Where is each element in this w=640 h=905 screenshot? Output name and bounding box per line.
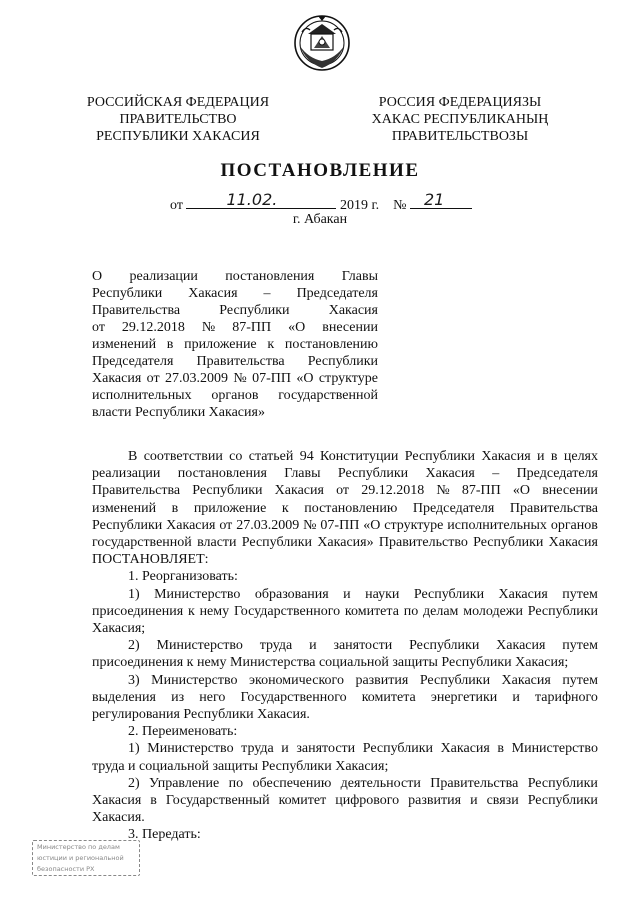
subject-line: власти Республики Хакасия» bbox=[92, 405, 265, 420]
subject-block bbox=[92, 268, 378, 421]
word: науки bbox=[365, 586, 400, 602]
word: Хакасия bbox=[501, 672, 551, 688]
word: внесении bbox=[322, 320, 378, 335]
body-line bbox=[92, 740, 598, 757]
number-sign: № bbox=[393, 198, 407, 213]
word: Председателя bbox=[412, 500, 495, 516]
subject-line bbox=[92, 353, 378, 370]
word: Правительства bbox=[509, 500, 598, 516]
word: органов bbox=[550, 517, 598, 533]
word: соответствии bbox=[143, 449, 223, 464]
word: постановления bbox=[177, 466, 267, 482]
document-body bbox=[92, 448, 598, 844]
word: цифрового bbox=[335, 793, 400, 809]
word: Республики bbox=[527, 775, 598, 791]
word: труда bbox=[241, 741, 274, 757]
word: в bbox=[150, 793, 157, 809]
body-line bbox=[92, 637, 598, 654]
word: и bbox=[281, 741, 289, 757]
word: постановления bbox=[225, 269, 315, 284]
word: образования bbox=[254, 586, 329, 602]
word: в bbox=[171, 500, 179, 516]
word: структуре bbox=[318, 371, 378, 386]
word: 1) bbox=[128, 741, 140, 757]
word: в bbox=[166, 337, 174, 352]
word: труда bbox=[259, 638, 293, 654]
word: изменений bbox=[92, 337, 157, 352]
subject-line bbox=[92, 370, 378, 387]
word: реализации bbox=[92, 466, 161, 482]
word: приложение bbox=[184, 337, 257, 352]
word: Министерство bbox=[156, 638, 243, 654]
word: путем bbox=[562, 586, 598, 602]
word: Хакасия bbox=[481, 449, 531, 464]
word: деятельности bbox=[340, 775, 421, 791]
word: Хакасия bbox=[92, 793, 142, 809]
word: В bbox=[128, 449, 138, 464]
word: Хакасия bbox=[188, 286, 238, 301]
word: Республики bbox=[241, 535, 313, 551]
word: статьей bbox=[248, 449, 294, 464]
number-blank bbox=[410, 190, 472, 209]
word: к bbox=[281, 500, 289, 516]
body-line: присоединения к нему Министерства социальной защиты Республики Хакасия; bbox=[92, 655, 569, 671]
handwritten-date: 11.02. bbox=[226, 190, 278, 209]
word: Государственного bbox=[240, 689, 347, 705]
word: экономического bbox=[248, 672, 344, 688]
word: и bbox=[512, 689, 520, 705]
word: присоединения bbox=[92, 603, 184, 619]
subject-line bbox=[92, 387, 378, 404]
word: «О bbox=[512, 483, 531, 499]
word: 07-ПП bbox=[320, 517, 360, 533]
word: 2) bbox=[128, 775, 140, 791]
word: нему bbox=[199, 603, 230, 619]
header-left-block bbox=[78, 94, 278, 145]
word: от bbox=[146, 371, 160, 386]
body-line: регулирования Республики Хакасия. bbox=[92, 707, 310, 723]
word: в bbox=[550, 449, 558, 464]
word: занятости bbox=[333, 638, 393, 654]
word: Республики bbox=[337, 466, 409, 482]
word: 2) bbox=[128, 638, 140, 654]
word: – bbox=[492, 466, 500, 482]
word: Республики bbox=[192, 483, 263, 499]
date-blank bbox=[186, 190, 336, 209]
body-line bbox=[92, 465, 598, 482]
word: № bbox=[201, 320, 216, 335]
word: комитета bbox=[361, 689, 416, 705]
word: 29.12.2018 bbox=[121, 320, 185, 335]
coat-of-arms-icon bbox=[292, 12, 352, 72]
handwritten-number: 21 bbox=[423, 190, 445, 209]
word: постановлению bbox=[304, 500, 398, 516]
header-right-line: РОССИЯ ФЕДЕРАЦИЯЗЫ bbox=[378, 95, 542, 110]
word: Управление bbox=[149, 775, 220, 791]
word: от bbox=[336, 483, 350, 499]
word: комитет bbox=[278, 793, 327, 809]
word: приложение bbox=[193, 500, 267, 516]
body-line: 2. Переименовать: bbox=[128, 724, 238, 740]
word: Правительство bbox=[378, 535, 468, 551]
word: Республики bbox=[413, 586, 485, 602]
word: него bbox=[199, 689, 226, 705]
word: обеспечению bbox=[252, 775, 332, 791]
body-line bbox=[92, 482, 598, 499]
word: – bbox=[263, 286, 271, 301]
header-right-line: ПРАВИТЕЛЬСТВОЗЫ bbox=[391, 129, 529, 144]
word: № bbox=[303, 517, 317, 533]
word: развития bbox=[408, 793, 462, 809]
word: «О bbox=[363, 517, 381, 533]
word: № bbox=[436, 483, 450, 499]
word: Правительства bbox=[196, 354, 285, 369]
word: и bbox=[343, 586, 351, 602]
header-left-line: РОССИЙСКАЯ ФЕДЕРАЦИЯ bbox=[86, 95, 270, 110]
word: «О bbox=[296, 371, 314, 386]
word: Министерство bbox=[151, 672, 238, 688]
word: Правительства bbox=[430, 775, 519, 791]
word: от bbox=[219, 517, 233, 533]
word: Министерство bbox=[154, 586, 241, 602]
city-name: г. Абакан bbox=[292, 212, 348, 227]
word: Правительства bbox=[92, 483, 181, 499]
word: Республики bbox=[92, 286, 163, 301]
word: Правительства bbox=[92, 303, 181, 318]
word: комитета bbox=[344, 603, 399, 619]
body-line: Хакасия. bbox=[92, 810, 145, 826]
word: Республики bbox=[473, 535, 544, 551]
subject-line bbox=[92, 319, 378, 336]
body-line bbox=[92, 775, 598, 792]
word: Председателя bbox=[516, 466, 598, 482]
word: Республики bbox=[307, 354, 378, 369]
word: исполнительных bbox=[92, 388, 192, 403]
word: 1) bbox=[128, 586, 140, 602]
word: власти bbox=[197, 535, 237, 551]
word: 27.03.2009 bbox=[236, 517, 300, 533]
word: от bbox=[92, 320, 105, 335]
word: со bbox=[229, 449, 243, 464]
word: и bbox=[470, 793, 478, 809]
word: Государственного bbox=[233, 603, 341, 619]
body-line bbox=[92, 792, 598, 809]
word: к bbox=[267, 337, 275, 352]
word: государственной bbox=[92, 535, 192, 551]
body-line: Хакасия; bbox=[92, 621, 146, 637]
word: 07-ПП bbox=[252, 371, 291, 386]
body-line bbox=[92, 448, 598, 465]
subject-line bbox=[92, 336, 378, 353]
word: Министерство bbox=[147, 741, 234, 757]
word: государственной bbox=[278, 388, 378, 403]
word: Хакасия bbox=[498, 586, 548, 602]
word: выделения bbox=[92, 689, 156, 705]
word: Хакасия bbox=[166, 517, 216, 533]
word: Министерство bbox=[511, 741, 598, 757]
word: «О bbox=[288, 320, 306, 335]
word: Республики bbox=[527, 603, 598, 619]
word: и bbox=[537, 449, 545, 464]
word: из bbox=[171, 689, 185, 705]
word: Республики bbox=[419, 672, 491, 688]
registration-stamp bbox=[32, 840, 140, 876]
body-line bbox=[92, 517, 598, 534]
word: постановлению bbox=[284, 337, 378, 352]
word: Республики bbox=[404, 449, 476, 464]
word: 87-ПП bbox=[461, 483, 501, 499]
word: и bbox=[309, 638, 317, 654]
word: по bbox=[228, 775, 244, 791]
word: Республики bbox=[409, 638, 480, 654]
word: Главы bbox=[284, 466, 321, 482]
header-left-line: ПРАВИТЕЛЬСТВО bbox=[119, 112, 237, 127]
word: 29.12.2018 bbox=[361, 483, 425, 499]
word: занятости bbox=[296, 741, 356, 757]
body-line bbox=[92, 586, 598, 603]
word: Председателя bbox=[296, 286, 378, 301]
word: Хакасия bbox=[274, 483, 324, 499]
word: № bbox=[233, 371, 247, 386]
word: к bbox=[187, 603, 195, 619]
word: Республики bbox=[219, 303, 290, 318]
body-line: 1. Реорганизовать: bbox=[128, 569, 238, 585]
word: Хакасия bbox=[496, 638, 546, 654]
body-line: ПОСТАНОВЛЯЕТ: bbox=[92, 552, 209, 568]
word: 87-ПП bbox=[232, 320, 272, 335]
word: Хакасия bbox=[425, 466, 475, 482]
subject-line bbox=[92, 302, 378, 319]
header-left-line: РЕСПУБЛИКИ ХАКАСИЯ bbox=[96, 129, 260, 144]
word: органов bbox=[211, 388, 259, 403]
body-line bbox=[92, 603, 598, 620]
word: Республики bbox=[362, 741, 433, 757]
subject-line bbox=[92, 268, 378, 285]
stamp-line: юстиции и региональной bbox=[37, 854, 124, 862]
stamp-line: Министерство по делам bbox=[37, 843, 120, 851]
body-line: труда и социальной защиты Республики Хакасия; bbox=[92, 758, 389, 774]
word: исполнительных bbox=[447, 517, 547, 533]
word: целях bbox=[563, 449, 598, 464]
date-number-line bbox=[170, 190, 472, 214]
word: Конституции bbox=[320, 449, 399, 464]
word: Хакасия bbox=[328, 303, 378, 318]
word: молодежи bbox=[463, 603, 523, 619]
word: 94 bbox=[299, 449, 314, 464]
body-line bbox=[92, 672, 598, 689]
word: реализации bbox=[129, 269, 198, 284]
stamp-line: безопасности РХ bbox=[37, 865, 95, 873]
word: Хакасия bbox=[440, 741, 490, 757]
word: энергетики bbox=[430, 689, 498, 705]
word: по bbox=[403, 603, 419, 619]
date-prefix: от bbox=[170, 198, 183, 213]
subject-line bbox=[92, 285, 378, 302]
body-line: 3. Передать: bbox=[128, 827, 201, 843]
word: в bbox=[497, 741, 505, 757]
word: путем bbox=[562, 672, 598, 688]
word: Хакасия» bbox=[317, 535, 374, 551]
body-line bbox=[92, 689, 598, 706]
header-right-line: ХАКАС РЕСПУБЛИКАНЫҢ bbox=[371, 112, 549, 127]
word: изменений bbox=[92, 500, 157, 516]
word: делам bbox=[423, 603, 459, 619]
word: внесении bbox=[542, 483, 598, 499]
word: тарифного bbox=[534, 689, 598, 705]
word: Хакасия bbox=[548, 535, 598, 551]
word: структуре bbox=[384, 517, 444, 533]
body-line bbox=[92, 500, 598, 517]
document-title: ПОСТАНОВЛЕНИЕ bbox=[220, 160, 420, 181]
word: Хакасия bbox=[92, 371, 142, 386]
header-right-block bbox=[360, 94, 560, 145]
word: О bbox=[92, 269, 103, 284]
word: связи bbox=[486, 793, 519, 809]
date-year: 2019 г. bbox=[339, 198, 380, 213]
word: путем bbox=[562, 638, 598, 654]
word: Государственный bbox=[165, 793, 270, 809]
word: Председателя bbox=[92, 354, 174, 369]
word: 27.03.2009 bbox=[164, 371, 228, 386]
word: 3) bbox=[128, 672, 140, 688]
body-line bbox=[92, 534, 598, 551]
word: развития bbox=[355, 672, 409, 688]
word: Республики bbox=[527, 793, 598, 809]
word: Главы bbox=[341, 269, 378, 284]
word: Республики bbox=[92, 517, 163, 533]
